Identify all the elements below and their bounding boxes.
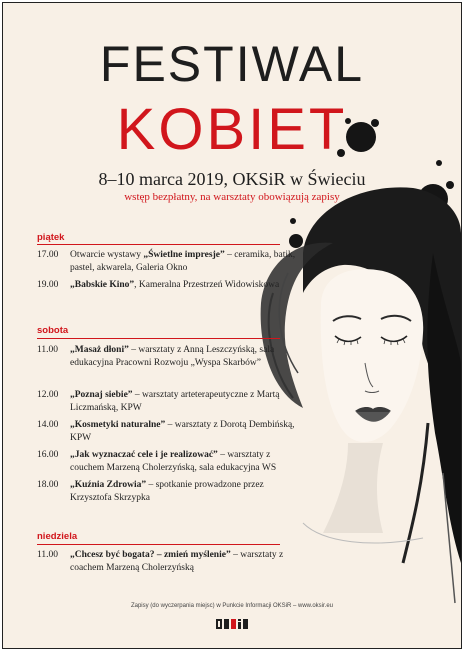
event-title: „Świetlne impresje” bbox=[143, 250, 225, 260]
event-time: 11.00 bbox=[37, 345, 59, 355]
event-time: 11.00 bbox=[37, 550, 59, 560]
event-description bbox=[70, 449, 300, 475]
event-title: „Babskie Kino” bbox=[70, 280, 135, 290]
day-heading-sunday: niedziela bbox=[37, 531, 78, 542]
event-time: 14.00 bbox=[37, 420, 59, 430]
event-title: „Poznaj siebie” bbox=[70, 390, 133, 400]
poster bbox=[2, 2, 462, 649]
event-title: „Kuźnia Zdrowia” bbox=[70, 480, 147, 490]
event-time: 16.00 bbox=[37, 450, 59, 460]
section-divider bbox=[37, 244, 280, 245]
entry-note: wstęp bezpłatny, na warsztaty obowiązują zapisy bbox=[124, 191, 340, 203]
festival-title-line2: KOBIET bbox=[116, 97, 348, 162]
event-description bbox=[70, 344, 300, 370]
event-details: , Kameralna Przestrzeń Widowiskowa bbox=[134, 280, 280, 290]
event-details: – spotkanie prowadzone przez Krzysztofa Skrzypka bbox=[70, 480, 264, 503]
event-description bbox=[70, 419, 300, 445]
festival-title-line1: FESTIWAL bbox=[99, 36, 365, 92]
event-time: 19.00 bbox=[37, 280, 59, 290]
event-details: – ceramika, batik, pastel, akwarela, Galeria Okno bbox=[70, 250, 296, 273]
event-details: – warsztaty z coachem Marzeną Cholerzyńską bbox=[70, 550, 284, 573]
event-time: 17.00 bbox=[37, 250, 59, 260]
event-description bbox=[70, 549, 300, 575]
event-details: – warsztaty z couchem Marzeną Cholerzyńską, sala edukacyjna WS bbox=[70, 450, 277, 473]
event-title: „Chcesz być bogata? – zmień myślenie” bbox=[70, 550, 231, 560]
oksir-logo bbox=[216, 618, 248, 630]
event-details: – warsztaty z Anną Leszczyńską, sala edukacyjna Pracowni Rozwoju „Wyspa Skarbów” bbox=[70, 345, 275, 368]
event-title: „Kosmetyki naturalne” bbox=[70, 420, 166, 430]
dates-and-venue: 8–10 marca 2019, OKSiR w Świeciu bbox=[98, 169, 366, 189]
registration-footer: Zapisy (do wyczerpania miejsc) w Punkcie Informacji OKSiR – www.oksir.eu bbox=[130, 603, 334, 609]
event-title: „Masaż dłoni” bbox=[70, 345, 129, 355]
day-heading-friday: piątek bbox=[37, 232, 65, 243]
day-heading-saturday: sobota bbox=[37, 325, 69, 336]
event-time: 18.00 bbox=[37, 480, 59, 490]
event-details: – warsztaty z Dorotą Dembińską, KPW bbox=[70, 420, 295, 443]
event-title: „Jak wyznaczać cele i je realizować” bbox=[70, 450, 218, 460]
event-time: 12.00 bbox=[37, 390, 59, 400]
event-description bbox=[70, 249, 300, 275]
event-description bbox=[70, 389, 300, 415]
section-divider bbox=[37, 338, 280, 339]
event-details: – warsztaty arteterapeutyczne z Martą Liczmańską, KPW bbox=[70, 390, 280, 413]
event-description bbox=[70, 479, 300, 505]
section-divider bbox=[37, 544, 280, 545]
event-prefix: Otwarcie wystawy bbox=[70, 250, 144, 260]
event-description bbox=[70, 279, 300, 292]
